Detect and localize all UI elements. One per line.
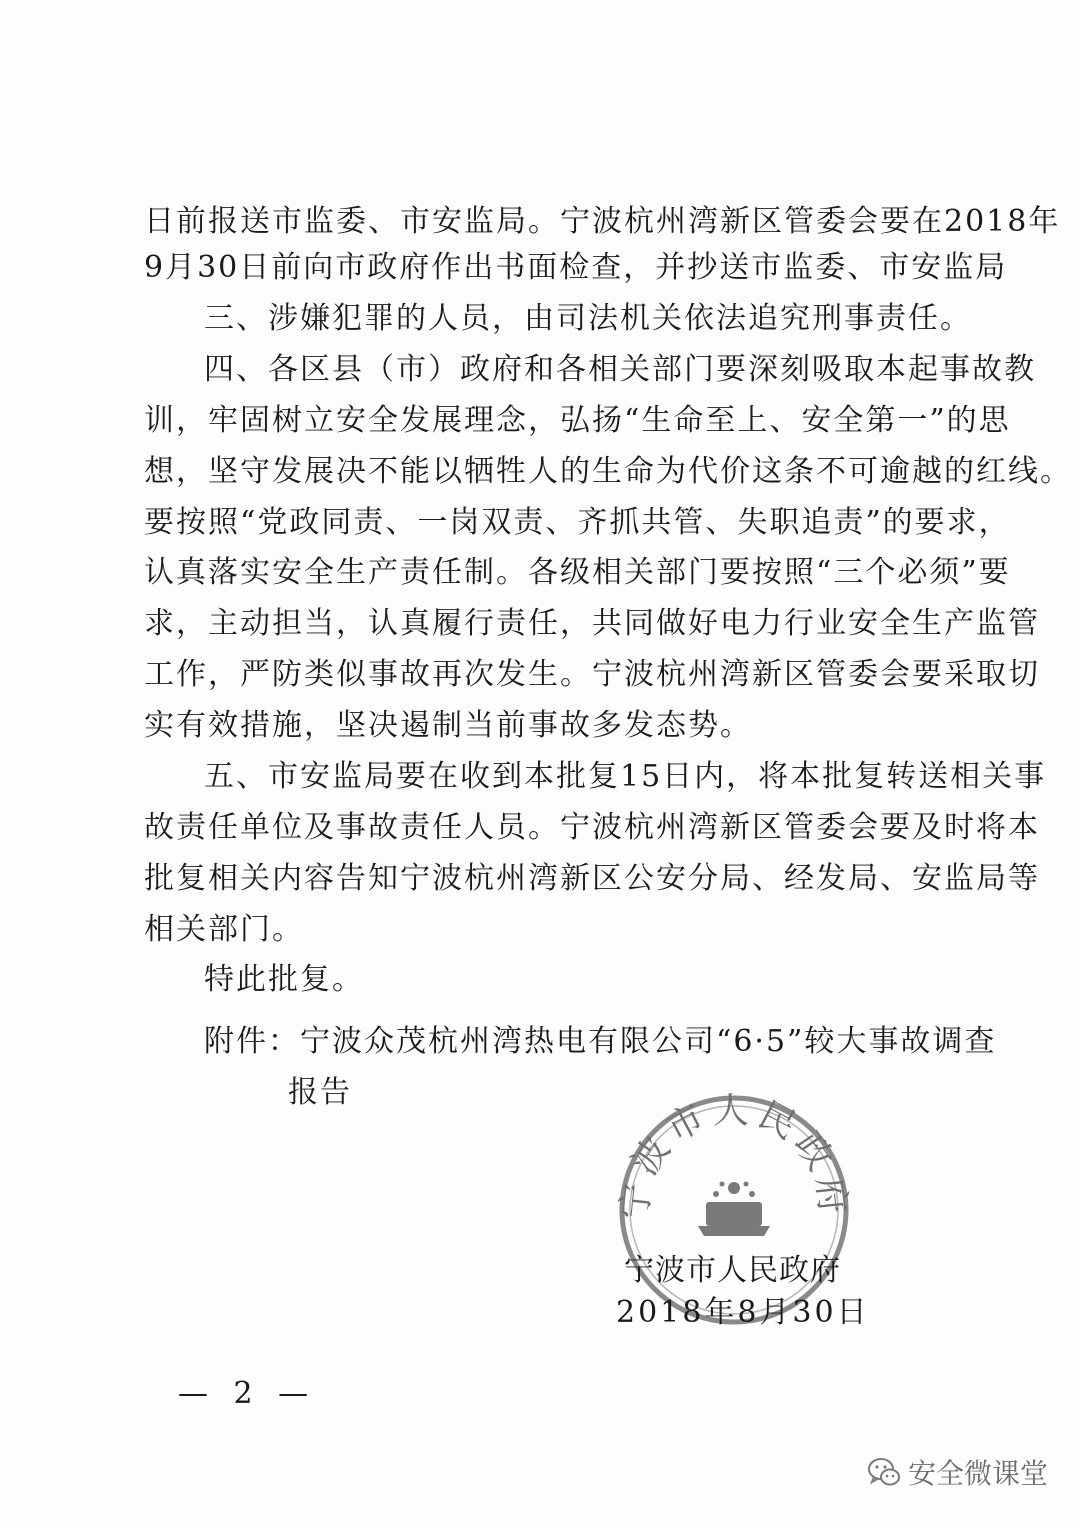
- body-line: 实有效措施，坚决遏制当前事故多发态势。: [144, 708, 752, 743]
- body-line: 工作，严防类似事故再次发生。宁波杭州湾新区管委会要采取切: [144, 657, 1040, 692]
- body-line: 批复相关内容告知宁波杭州湾新区公安分局、经发局、安监局等: [144, 861, 1040, 896]
- body-line: 四、各区县（市）政府和各相关部门要深刻吸取本起事故教: [204, 352, 1036, 387]
- attachment-line: 附件：宁波众茂杭州湾热电有限公司“6·5”较大事故调查: [204, 1024, 997, 1059]
- body-line: 故责任单位及事故责任人员。宁波杭州湾新区管委会要及时将本: [144, 810, 1040, 845]
- closing-line: 特此批复。: [204, 962, 364, 997]
- body-line: 五、市安监局要在收到本批复15日内，将本批复转送相关事: [204, 759, 1047, 794]
- attachment-line: 报告: [288, 1075, 352, 1110]
- watermark-text: 安全微课堂: [908, 1457, 1049, 1490]
- signature-date: 2018年8月30日: [616, 1295, 870, 1330]
- body-line: 认真落实安全生产责任制。各级相关部门要按照“三个必须”要: [144, 555, 1011, 590]
- body-line: 求，主动担当，认真履行责任，共同做好电力行业安全生产监管: [144, 606, 1040, 641]
- body-line: 要按照“党政同责、一岗双责、齐抓共管、失职追责”的要求，: [144, 505, 1011, 540]
- page-number: — 2 —: [178, 1376, 317, 1411]
- body-line: 相关部门。: [144, 912, 304, 947]
- body-line: 三、涉嫌犯罪的人员，由司法机关依法追究刑事责任。: [204, 301, 972, 336]
- wechat-icon: [866, 1454, 902, 1490]
- signature-organization: 宁波市人民政府: [624, 1253, 841, 1288]
- svg-text:宁波市人民政府: 宁波市人民政府: [614, 1090, 854, 1222]
- national-emblem-icon: [698, 1182, 770, 1237]
- body-line: 训，牢固树立安全发展理念，弘扬“生命至上、安全第一”的思: [144, 403, 1011, 438]
- source-watermark: [866, 1452, 1048, 1492]
- body-line: 9月30日前向市政府作出书面检查，并抄送市监委、市安监局: [144, 250, 1008, 285]
- body-line: 想，坚守发展决不能以牺牲人的生命为代价这条不可逾越的红线。: [144, 454, 1072, 489]
- body-line: 日前报送市监委、市安监局。宁波杭州湾新区管委会要在2018年: [144, 204, 1061, 239]
